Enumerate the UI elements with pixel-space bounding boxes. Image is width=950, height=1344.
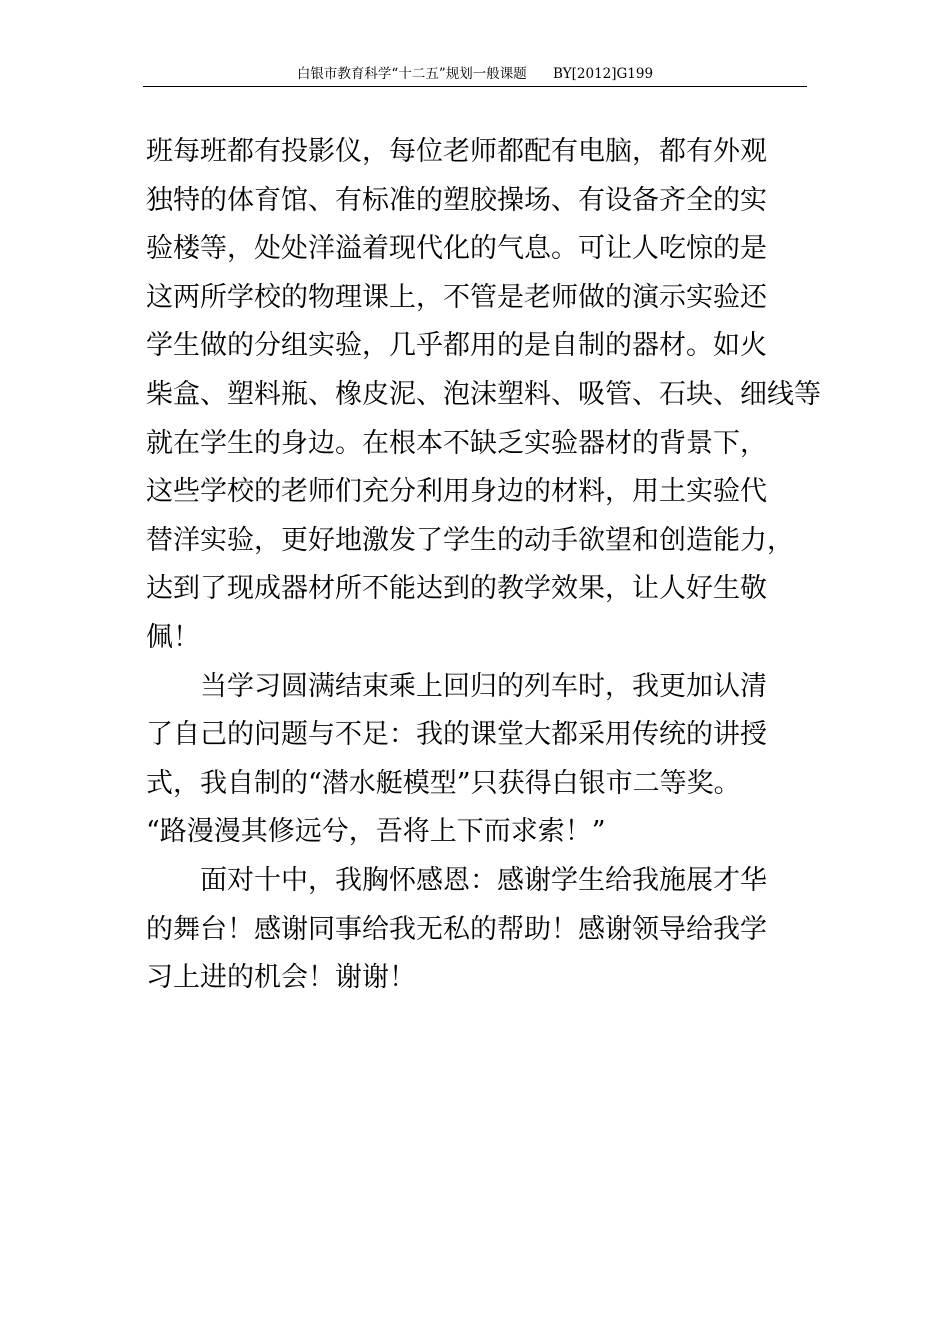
text-line: 佩！: [146, 621, 200, 653]
text-line: 式，我自制的“潜水艇模型”只获得白银市二等奖。: [146, 767, 741, 799]
header-series-title: 白银市教育科学“十二五”规划一般课题: [296, 66, 527, 82]
text-line: 独特的体育馆、有标准的塑胶操场、有设备齐全的实: [146, 184, 767, 216]
text-line: 验楼等，处处洋溢着现代化的气息。可让人吃惊的是: [146, 233, 767, 265]
text-line: 习上进的机会！谢谢！: [146, 962, 416, 994]
quote-line: “路漫漫其修远兮，吾将上下而求索！”: [146, 816, 606, 848]
page-header: [143, 64, 807, 87]
text-line: 就在学生的身边。在根本不缺乏实验器材的背景下，: [146, 427, 767, 459]
text-line: 了自己的问题与不足：我的课堂大都采用传统的讲授: [146, 719, 767, 751]
text-line: 达到了现成器材所不能达到的教学效果，让人好生敬: [146, 573, 767, 605]
paragraph-start-line: 当学习圆满结束乘上回归的列车时，我更加认清: [200, 670, 767, 702]
text-line: 的舞台！感谢同事给我无私的帮助！感谢领导给我学: [146, 913, 767, 945]
text-line: 这两所学校的物理课上，不管是老师做的演示实验还: [146, 281, 767, 313]
text-line: 柴盒、塑料瓶、橡皮泥、泡沫塑料、吸管、石块、细线等: [146, 378, 821, 410]
header-project-code: BY[2012]G199: [553, 66, 654, 82]
text-line: 学生做的分组实验，几乎都用的是自制的器材。如火: [146, 330, 767, 362]
text-line: 替洋实验，更好地激发了学生的动手欲望和创造能力，: [146, 524, 794, 556]
document-body: [146, 128, 821, 1003]
text-line: 班每班都有投影仪，每位老师都配有电脑，都有外观: [146, 136, 767, 167]
paragraph-start-line: 面对十中，我胸怀感恩：感谢学生给我施展才华: [200, 864, 767, 896]
text-line: 这些学校的老师们充分利用身边的材料，用土实验代: [146, 476, 767, 508]
